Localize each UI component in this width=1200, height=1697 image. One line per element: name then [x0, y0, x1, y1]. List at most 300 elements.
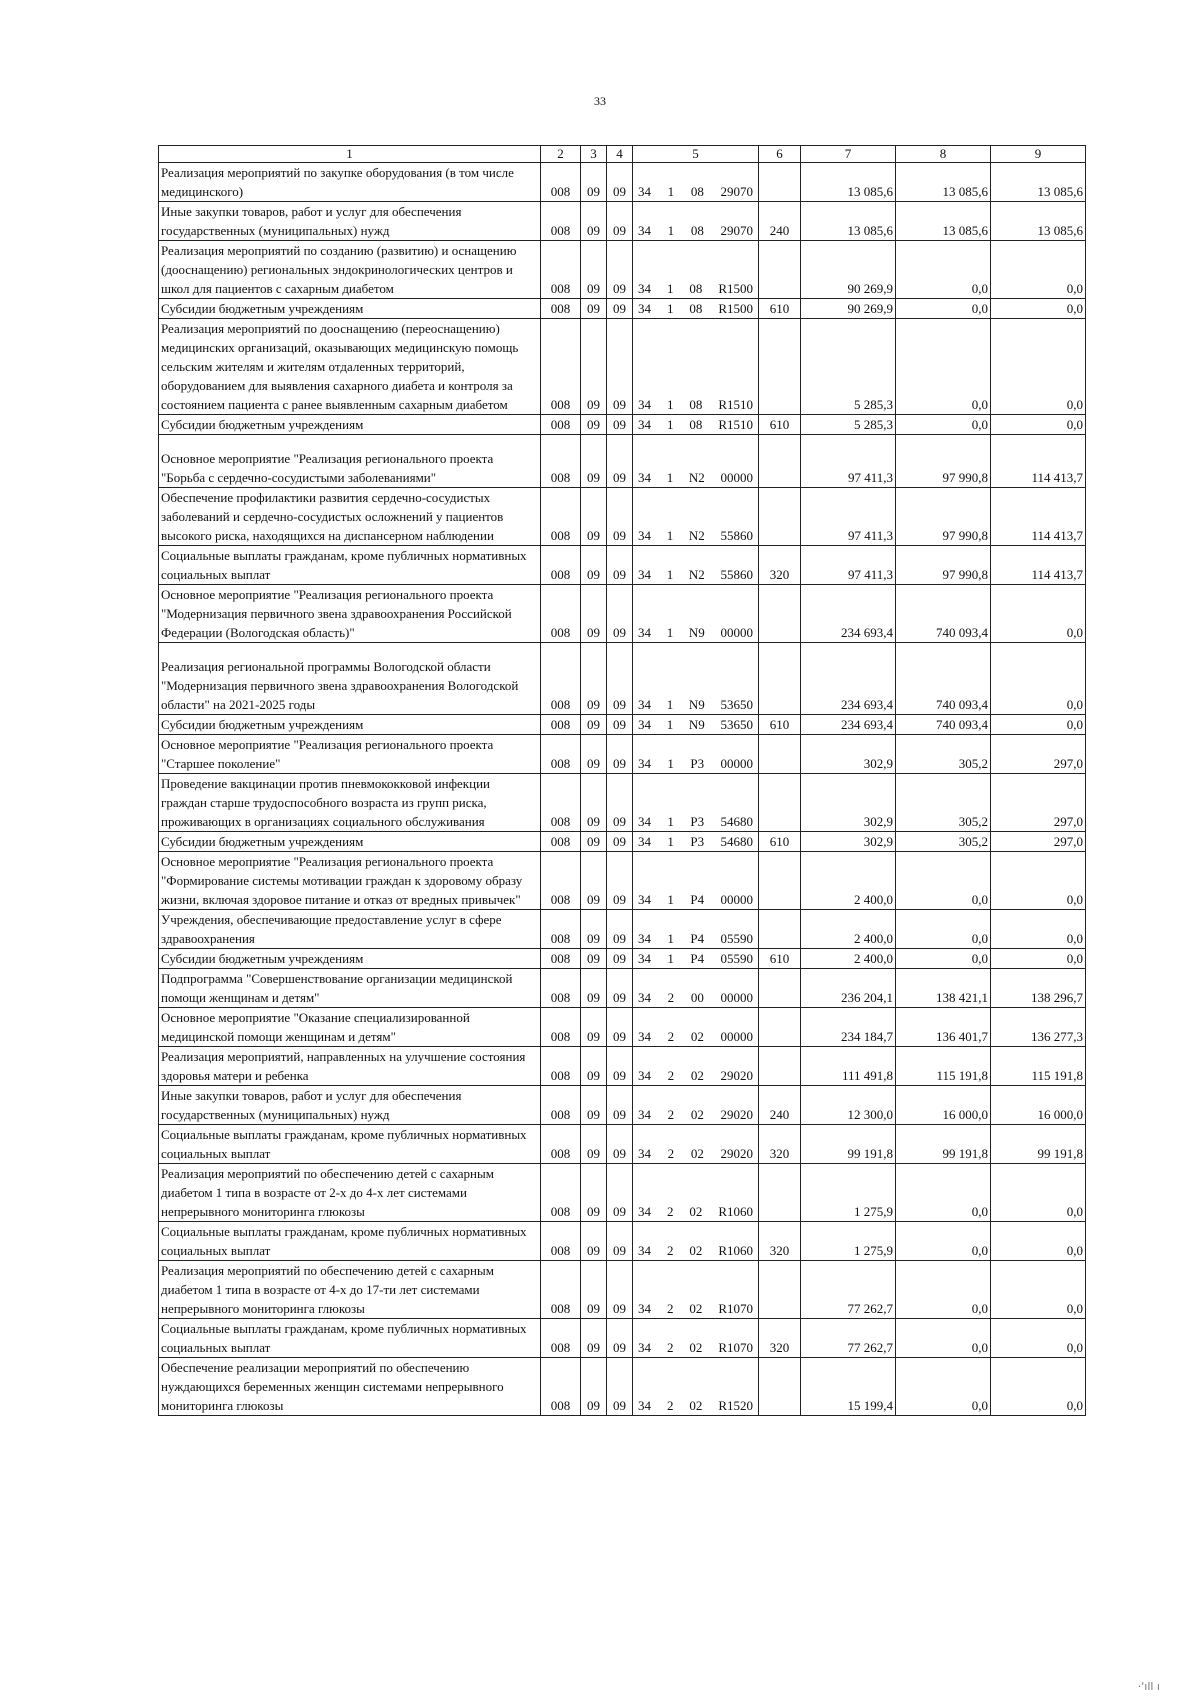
row-name [159, 585, 541, 643]
ministry-code: 008 [541, 1261, 581, 1319]
row-name [159, 163, 541, 202]
ministry-code: 008 [541, 832, 581, 852]
row-name-text: Социальные выплаты гражданам, кроме публичных нормативных социальных выплат [161, 1127, 527, 1161]
header-cell: 1 [159, 146, 541, 163]
code-part: 34 [638, 567, 651, 582]
target-article-code [633, 1261, 759, 1319]
amount-col8: 115 191,8 [896, 1047, 991, 1086]
table-row [159, 163, 1086, 202]
section-code: 09 [581, 949, 607, 969]
section-code: 09 [581, 1125, 607, 1164]
ministry-code: 008 [541, 202, 581, 241]
ministry-code: 008 [541, 774, 581, 832]
expense-type-code: 240 [759, 202, 801, 241]
subsection-code: 09 [607, 715, 633, 735]
amount-col8: 16 000,0 [896, 1086, 991, 1125]
row-name-text: Субсидии бюджетным учреждениям [161, 717, 364, 732]
code-part: 2 [667, 1029, 675, 1044]
row-name-text: Реализация мероприятий по обеспечению детей с сахарным диабетом 1 типа в возрасте от 2-х до 4-х лет системами непрерывного мониторинга глюкозы [161, 1166, 494, 1219]
code-part: 34 [638, 697, 651, 712]
row-name-text: Учреждения, обеспечивающие предоставление услуг в сфере здравоохранения [161, 912, 502, 946]
target-article-parts [635, 1396, 756, 1415]
target-article-code [633, 910, 759, 949]
subsection-code: 09 [607, 202, 633, 241]
amount-col7: 97 411,3 [801, 435, 896, 488]
code-part: 1 [666, 625, 674, 640]
row-name-text: Реализация мероприятий по закупке оборудования (в том числе медицинского) [161, 165, 514, 199]
code-part: 02 [690, 1068, 704, 1083]
amount-col9: 114 413,7 [991, 488, 1086, 546]
section-code: 09 [581, 910, 607, 949]
ministry-code: 008 [541, 1008, 581, 1047]
target-article-parts [635, 1338, 756, 1357]
code-part: 1 [667, 184, 675, 199]
code-part: 2 [667, 1146, 675, 1161]
header-cell: 2 [541, 146, 581, 163]
amount-col7: 234 693,4 [801, 585, 896, 643]
subsection-code: 09 [607, 1358, 633, 1416]
amount-col9: 0,0 [991, 585, 1086, 643]
row-name-text: Субсидии бюджетным учреждениям [161, 301, 364, 316]
amount-col7: 1 275,9 [801, 1164, 896, 1222]
code-part: 34 [638, 301, 651, 316]
subsection-code: 09 [607, 546, 633, 585]
code-part: 1 [666, 417, 674, 432]
target-article-code [633, 1319, 759, 1358]
code-part: 08 [689, 397, 703, 412]
ministry-code: 008 [541, 1047, 581, 1086]
target-article-parts [635, 812, 756, 831]
subsection-code: 09 [607, 735, 633, 774]
amount-col8: 305,2 [896, 735, 991, 774]
section-code: 09 [581, 202, 607, 241]
code-part: 02 [690, 1146, 704, 1161]
code-part: 34 [638, 892, 651, 907]
target-article-parts [635, 832, 756, 851]
amount-col7: 111 491,8 [801, 1047, 896, 1086]
table-row [159, 241, 1086, 299]
ministry-code: 008 [541, 546, 581, 585]
code-part: 54680 [720, 814, 753, 829]
section-code: 09 [581, 546, 607, 585]
code-part: 34 [638, 1146, 651, 1161]
subsection-code: 09 [607, 1261, 633, 1319]
amount-col7: 97 411,3 [801, 546, 896, 585]
section-code: 09 [581, 969, 607, 1008]
code-part: 34 [638, 625, 651, 640]
code-part: 1 [666, 528, 674, 543]
amount-col9: 0,0 [991, 852, 1086, 910]
amount-col9: 136 277,3 [991, 1008, 1086, 1047]
amount-col7: 13 085,6 [801, 202, 896, 241]
code-part: 34 [638, 1029, 651, 1044]
budget-table [158, 145, 1086, 1416]
target-article-parts [635, 1027, 756, 1046]
subsection-code: 09 [607, 832, 633, 852]
expense-type-code [759, 163, 801, 202]
row-name [159, 832, 541, 852]
code-part: 34 [638, 1107, 651, 1122]
ministry-code: 008 [541, 1319, 581, 1358]
subsection-code: 09 [607, 241, 633, 299]
code-part: P3 [690, 834, 705, 849]
row-name [159, 910, 541, 949]
row-name [159, 1261, 541, 1319]
table-row [159, 1261, 1086, 1319]
code-part: 54680 [720, 834, 753, 849]
code-part: 02 [689, 1398, 703, 1413]
amount-col9: 0,0 [991, 643, 1086, 715]
section-code: 09 [581, 488, 607, 546]
amount-col8: 0,0 [896, 852, 991, 910]
ministry-code: 008 [541, 415, 581, 435]
row-name [159, 1222, 541, 1261]
section-code: 09 [581, 299, 607, 319]
target-article-code [633, 1008, 759, 1047]
amount-col9: 0,0 [991, 1222, 1086, 1261]
table-row [159, 1125, 1086, 1164]
amount-col8: 0,0 [896, 1222, 991, 1261]
row-name-text: Социальные выплаты гражданам, кроме публичных нормативных социальных выплат [161, 548, 527, 582]
section-code: 09 [581, 585, 607, 643]
target-article-code [633, 319, 759, 415]
code-part: 34 [638, 223, 651, 238]
code-part: P3 [690, 756, 705, 771]
amount-col9: 114 413,7 [991, 546, 1086, 585]
table-row [159, 319, 1086, 415]
ministry-code: 008 [541, 1358, 581, 1416]
ministry-code: 008 [541, 163, 581, 202]
amount-col9: 114 413,7 [991, 435, 1086, 488]
code-part: 02 [689, 1204, 703, 1219]
section-code: 09 [581, 1008, 607, 1047]
row-name [159, 852, 541, 910]
header-cell: 3 [581, 146, 607, 163]
row-name-text: Проведение вакцинации против пневмококковой инфекции граждан старше трудоспособного возраста из групп риска, проживающих в организациях социального обслуживания [161, 776, 490, 829]
target-article-code [633, 1358, 759, 1416]
amount-col8: 97 990,8 [896, 435, 991, 488]
spacer [161, 643, 538, 657]
code-part: 34 [638, 1204, 651, 1219]
code-part: 34 [638, 397, 651, 412]
code-part: 34 [638, 1243, 651, 1258]
amount-col9: 297,0 [991, 832, 1086, 852]
code-part: 1 [666, 281, 674, 296]
header-cell: 6 [759, 146, 801, 163]
ministry-code: 008 [541, 299, 581, 319]
expense-type-code: 240 [759, 1086, 801, 1125]
target-article-parts [635, 279, 756, 298]
amount-col7: 15 199,4 [801, 1358, 896, 1416]
amount-col7: 302,9 [801, 774, 896, 832]
row-name-text: Субсидии бюджетным учреждениям [161, 834, 364, 849]
row-name [159, 1086, 541, 1125]
code-part: 00000 [720, 892, 753, 907]
row-name-text: Обеспечение реализации мероприятий по обеспечению нуждающихся беременных женщин системами непрерывного мониторинга глюкозы [161, 1360, 504, 1413]
expense-type-code [759, 1261, 801, 1319]
ministry-code: 008 [541, 241, 581, 299]
code-part: R1060 [718, 1204, 753, 1219]
row-name [159, 969, 541, 1008]
row-name-text: Реализация мероприятий, направленных на улучшение состояния здоровья матери и ребенка [161, 1049, 526, 1083]
table-row [159, 969, 1086, 1008]
target-article-code [633, 969, 759, 1008]
section-code: 09 [581, 1047, 607, 1086]
amount-col9: 0,0 [991, 299, 1086, 319]
expense-type-code [759, 1008, 801, 1047]
code-part: 2 [667, 1068, 675, 1083]
section-code: 09 [581, 241, 607, 299]
amount-col7: 236 204,1 [801, 969, 896, 1008]
code-part: 53650 [720, 697, 753, 712]
amount-col9: 13 085,6 [991, 163, 1086, 202]
amount-col7: 90 269,9 [801, 299, 896, 319]
code-part: R1520 [718, 1398, 753, 1413]
subsection-code: 09 [607, 910, 633, 949]
table-row [159, 832, 1086, 852]
section-code: 09 [581, 319, 607, 415]
amount-col7: 1 275,9 [801, 1222, 896, 1261]
ministry-code: 008 [541, 852, 581, 910]
amount-col9: 115 191,8 [991, 1047, 1086, 1086]
amount-col7: 97 411,3 [801, 488, 896, 546]
table-row [159, 202, 1086, 241]
ministry-code: 008 [541, 1164, 581, 1222]
section-code: 09 [581, 715, 607, 735]
row-name [159, 1047, 541, 1086]
subsection-code: 09 [607, 488, 633, 546]
amount-col8: 0,0 [896, 1358, 991, 1416]
target-article-code [633, 832, 759, 852]
target-article-code [633, 643, 759, 715]
amount-col7: 2 400,0 [801, 910, 896, 949]
subsection-code: 09 [607, 643, 633, 715]
target-article-code [633, 299, 759, 319]
code-part: N9 [688, 717, 705, 732]
expense-type-code: 610 [759, 415, 801, 435]
code-part: P3 [690, 814, 705, 829]
expense-type-code [759, 488, 801, 546]
table-row [159, 1358, 1086, 1416]
section-code: 09 [581, 435, 607, 488]
amount-col9: 0,0 [991, 1164, 1086, 1222]
page-number: 33 [594, 94, 606, 108]
code-part: 2 [666, 1204, 674, 1219]
section-code: 09 [581, 163, 607, 202]
scan-mark: ·'ıll ı [1137, 1680, 1160, 1693]
code-part: 34 [638, 931, 651, 946]
code-part: 1 [667, 892, 674, 907]
code-part: 05590 [720, 951, 753, 966]
code-part: 1 [667, 834, 674, 849]
expense-type-code [759, 1047, 801, 1086]
subsection-code: 09 [607, 163, 633, 202]
code-part: 34 [638, 417, 651, 432]
subsection-code: 09 [607, 319, 633, 415]
code-part: 34 [638, 834, 651, 849]
row-name [159, 415, 541, 435]
amount-col8: 138 421,1 [896, 969, 991, 1008]
code-part: 34 [638, 814, 651, 829]
target-article-parts [635, 395, 756, 414]
amount-col9: 0,0 [991, 319, 1086, 415]
code-part: 00000 [720, 625, 753, 640]
code-part: 08 [689, 301, 703, 316]
subsection-code: 09 [607, 1047, 633, 1086]
ministry-code: 008 [541, 643, 581, 715]
subsection-code: 09 [607, 1319, 633, 1358]
amount-col8: 740 093,4 [896, 585, 991, 643]
expense-type-code: 320 [759, 1319, 801, 1358]
amount-col7: 12 300,0 [801, 1086, 896, 1125]
table-row [159, 643, 1086, 715]
amount-col7: 13 085,6 [801, 163, 896, 202]
code-part: R1510 [718, 397, 753, 412]
row-name-text: Основное мероприятие "Реализация регионального проекта "Формирование системы мотивации граждан к здоровому образу жизни, включая здоровое питание и отказ от вредных привычек" [161, 854, 523, 907]
row-name [159, 715, 541, 735]
amount-col9: 297,0 [991, 774, 1086, 832]
expense-type-code [759, 435, 801, 488]
code-part: 02 [689, 1340, 703, 1355]
amount-col8: 136 401,7 [896, 1008, 991, 1047]
code-part: N2 [688, 567, 705, 582]
section-code: 09 [581, 1222, 607, 1261]
code-part: 2 [666, 1398, 674, 1413]
target-article-code [633, 1047, 759, 1086]
target-article-code [633, 415, 759, 435]
amount-col8: 305,2 [896, 832, 991, 852]
target-article-code [633, 585, 759, 643]
table-row [159, 585, 1086, 643]
section-code: 09 [581, 1086, 607, 1125]
row-name [159, 949, 541, 969]
row-name-text: Иные закупки товаров, работ и услуг для обеспечения государственных (муниципальных) нужд [161, 1088, 462, 1122]
expense-type-code [759, 774, 801, 832]
ministry-code: 008 [541, 435, 581, 488]
code-part: 29070 [720, 223, 753, 238]
code-part: 1 [666, 397, 674, 412]
row-name [159, 435, 541, 488]
row-name-text: Социальные выплаты гражданам, кроме публичных нормативных социальных выплат [161, 1224, 527, 1258]
code-part: 34 [638, 184, 651, 199]
code-part: 00000 [720, 756, 753, 771]
amount-col8: 13 085,6 [896, 202, 991, 241]
code-part: R1060 [718, 1243, 753, 1258]
row-name-text: Реализация региональной программы Вологодской области "Модернизация первичного звена здравоохранения Вологодской области" на 2021-2025 годы [161, 659, 519, 712]
amount-col7: 2 400,0 [801, 852, 896, 910]
amount-col7: 302,9 [801, 735, 896, 774]
row-name [159, 202, 541, 241]
target-article-parts [635, 695, 756, 714]
amount-col7: 99 191,8 [801, 1125, 896, 1164]
subsection-code: 09 [607, 1164, 633, 1222]
expense-type-code [759, 585, 801, 643]
target-article-parts [635, 949, 756, 968]
row-name [159, 299, 541, 319]
code-part: 53650 [720, 717, 753, 732]
code-part: 34 [638, 1068, 651, 1083]
target-article-parts [635, 299, 756, 318]
code-part: 1 [666, 470, 674, 485]
subsection-code: 09 [607, 435, 633, 488]
amount-col9: 297,0 [991, 735, 1086, 774]
row-name-text: Социальные выплаты гражданам, кроме публичных нормативных социальных выплат [161, 1321, 527, 1355]
target-article-parts [635, 1241, 756, 1260]
code-part: R1070 [718, 1301, 753, 1316]
target-article-parts [635, 715, 756, 734]
amount-col8: 740 093,4 [896, 643, 991, 715]
amount-col8: 0,0 [896, 241, 991, 299]
expense-type-code: 320 [759, 1222, 801, 1261]
table-row [159, 852, 1086, 910]
subsection-code: 09 [607, 852, 633, 910]
header-cell: 7 [801, 146, 896, 163]
subsection-code: 09 [607, 1125, 633, 1164]
expense-type-code [759, 643, 801, 715]
target-article-code [633, 546, 759, 585]
ministry-code: 008 [541, 1086, 581, 1125]
code-part: 08 [689, 417, 703, 432]
amount-col8: 0,0 [896, 415, 991, 435]
code-part: 55860 [720, 567, 753, 582]
target-article-code [633, 1164, 759, 1222]
code-part: P4 [690, 931, 705, 946]
amount-col8: 13 085,6 [896, 163, 991, 202]
table-row [159, 735, 1086, 774]
code-part: 2 [666, 1301, 674, 1316]
expense-type-code [759, 852, 801, 910]
header-row [159, 146, 1086, 163]
code-part: 29020 [720, 1107, 753, 1122]
row-name-text: Реализация мероприятий по дооснащению (переоснащению) медицинских организаций, оказывающих медицинскую помощь сельским жителям и жителям отдаленных территорий, оборудованием для выявления сахарного диабета и контроля за состоянием пациента с ранее выявленным сахарным диабетом [161, 321, 519, 412]
amount-col9: 13 085,6 [991, 202, 1086, 241]
row-name-text: Субсидии бюджетным учреждениям [161, 951, 364, 966]
row-name [159, 643, 541, 715]
ministry-code: 008 [541, 735, 581, 774]
amount-col7: 234 693,4 [801, 643, 896, 715]
amount-col8: 97 990,8 [896, 546, 991, 585]
code-part: R1510 [718, 417, 753, 432]
amount-col8: 305,2 [896, 774, 991, 832]
target-article-parts [635, 929, 756, 948]
row-name [159, 1125, 541, 1164]
amount-col7: 5 285,3 [801, 415, 896, 435]
code-part: 29020 [720, 1068, 753, 1083]
code-part: N2 [688, 470, 705, 485]
target-article-parts [635, 182, 756, 201]
row-name-text: Основное мероприятие "Реализация регионального проекта "Старшее поколение" [161, 737, 494, 771]
code-part: 00 [690, 990, 704, 1005]
subsection-code: 09 [607, 415, 633, 435]
code-part: R1070 [718, 1340, 753, 1355]
expense-type-code: 610 [759, 832, 801, 852]
table-row [159, 299, 1086, 319]
table-row [159, 774, 1086, 832]
target-article-parts [635, 1066, 756, 1085]
amount-col7: 2 400,0 [801, 949, 896, 969]
code-part: 34 [638, 717, 651, 732]
target-article-parts [635, 1144, 756, 1163]
amount-col8: 97 990,8 [896, 488, 991, 546]
code-part: 55860 [720, 528, 753, 543]
amount-col9: 0,0 [991, 715, 1086, 735]
table-row [159, 715, 1086, 735]
amount-col9: 0,0 [991, 949, 1086, 969]
amount-col9: 0,0 [991, 415, 1086, 435]
table-row [159, 1164, 1086, 1222]
target-article-parts [635, 221, 756, 240]
amount-col8: 0,0 [896, 1319, 991, 1358]
